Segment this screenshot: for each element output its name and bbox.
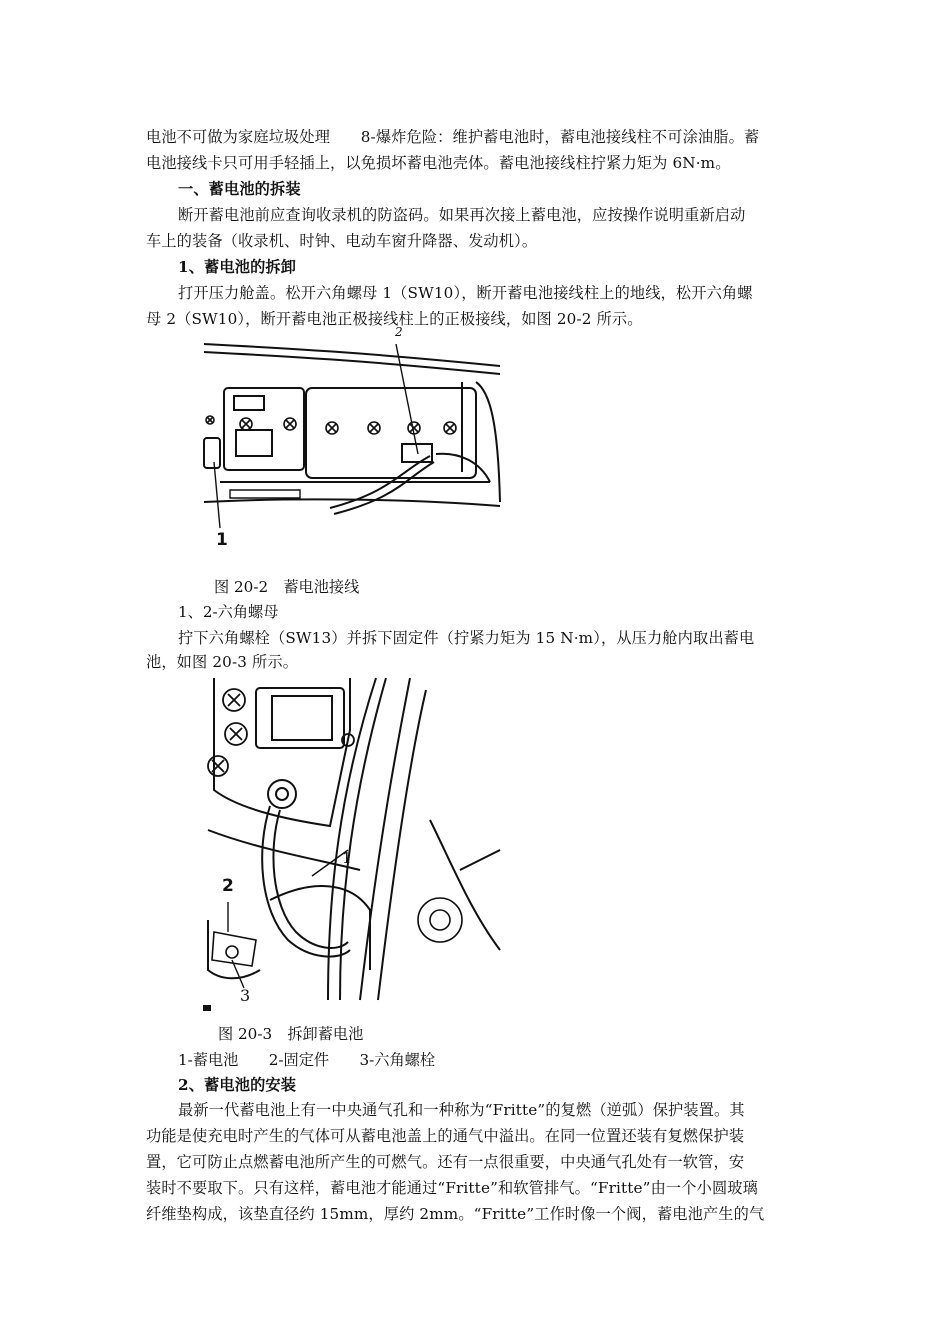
body-text-line: 纤维垫构成，该垫直径约 15mm，厚约 2mm。“Fritte”工作时像一个阀，蓄电池产生的气 <box>146 1205 765 1223</box>
figure-caption: 图 20-2 蓄电池接线 <box>214 578 360 596</box>
body-text-line: 最新一代蓄电池上有一中央通气孔和一种称为“Fritte”的复燃（逆弧）保护装置。其 <box>178 1101 745 1119</box>
figure-label-2: 2 <box>395 325 403 339</box>
figure-battery-connection <box>200 322 505 562</box>
subsection-heading: 2、蓄电池的安装 <box>178 1076 297 1094</box>
body-text-line: 车上的装备（收录机、时钟、电动车窗升降器、发动机）。 <box>146 232 538 250</box>
body-text-line: 置，它可防止点燃蓄电池所产生的可燃气。还有一点很重要，中央通气孔处有一软管，安 <box>146 1153 745 1171</box>
section-heading: 一、蓄电池的拆装 <box>178 180 301 198</box>
figure-label-2: 2 <box>222 876 234 896</box>
body-text-line: 池，如图 20-3 所示。 <box>146 653 299 671</box>
figure-battery-removal <box>200 670 505 1015</box>
body-text-line: 拧下六角螺栓（SW13）并拆下固定件（拧紧力矩为 15 N·m），从压力舱内取出蓄电 <box>178 629 755 647</box>
body-text-line: 装时不要取下。只有这样，蓄电池才能通过“Fritte”和软管排气。“Fritte”由一个小圆玻璃 <box>146 1179 758 1197</box>
figure-caption: 图 20-3 拆卸蓄电池 <box>218 1025 364 1043</box>
body-text-line: 功能是使充电时产生的气体可从蓄电池盖上的通气中溢出。在同一位置还装有复燃保护装 <box>146 1127 745 1145</box>
figure-label-1: 1 <box>216 530 228 550</box>
body-text-line: 电池接线卡只可用手轻插上，以免损坏蓄电池壳体。蓄电池接线柱拧紧力矩为 6N·m。 <box>146 154 731 172</box>
figure-label-1: 1 <box>342 849 352 867</box>
figure-legend: 1-蓄电池 2-固定件 3-六角螺栓 <box>178 1051 436 1069</box>
figure-legend: 1、2-六角螺母 <box>178 603 279 621</box>
body-text-line: 断开蓄电池前应查询收录机的防盗码。如果再次接上蓄电池，应按操作说明重新启动 <box>178 206 746 224</box>
subsection-heading: 1、蓄电池的拆卸 <box>178 258 297 276</box>
body-text-line: 电池不可做为家庭垃圾处理 8-爆炸危险：维护蓄电池时，蓄电池接线柱不可涂油脂。蓄 <box>146 128 760 146</box>
body-text-line: 打开压力舱盖。松开六角螺母 1（SW10），断开蓄电池接线柱上的地线，松开六角螺 <box>178 284 753 302</box>
figure-label-3: 3 <box>240 986 251 1005</box>
body-text-line: 母 2（SW10），断开蓄电池正极接线柱上的正极接线，如图 20-2 所示。 <box>146 310 643 328</box>
